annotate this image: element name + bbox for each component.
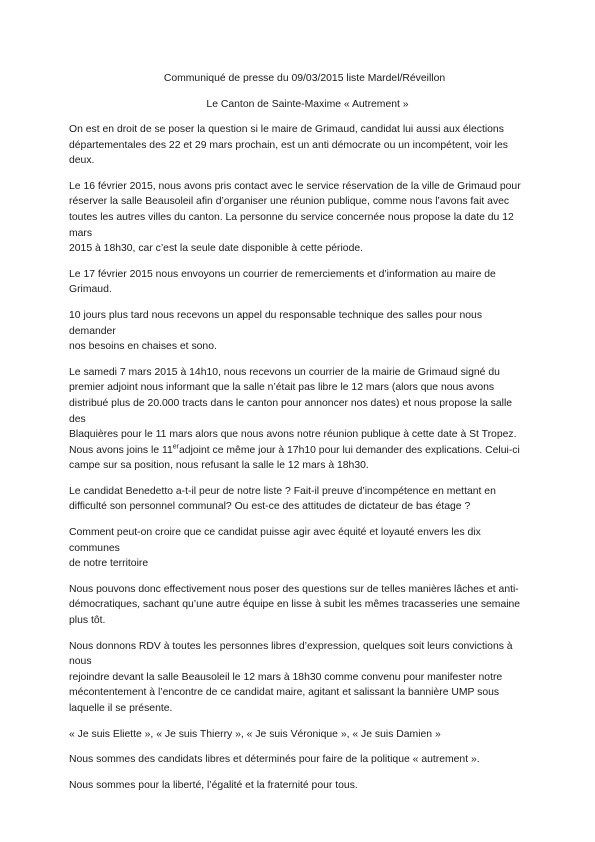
paragraph-devise: Nous sommes pour la liberté, l’égalité et la fraternité pour tous. — [69, 779, 358, 791]
paragraph-anti-democratiques: Nous pouvons donc effectivement nous poser des questions sur de telles manières lâches et anti- démocratiques, sachant qu’une autre équipe en lisse à subit les mêmes tracasseries une semaine plus tôt. — [69, 583, 521, 627]
ordinal-suffix: er — [172, 443, 180, 451]
paragraph-je-suis: « Je suis Eliette », « Je suis Thierry », « Je suis Véronique », « Je suis Damien » — [69, 728, 441, 740]
paragraph-equite: Comment peut-on croire que ce candidat puisse agir avec équité et loyauté envers les dix communes de notre territoire — [69, 527, 481, 570]
paragraph-rdv: Nous donnons RDV à toutes les personnes libres d’expression, quelques soit leurs convictions à nous rejoindre devant la salle Beausoleil le 12 mars à 18h30 comme convenu pour manifester notre mécontentement à l’encontre de ce candidat maire, agitant et salissant la bannière UMP sous laquelle il se présente. — [69, 640, 513, 714]
press-release-title: Communiqué de presse du 09/03/2015 liste Mardel/Réveillon — [163, 73, 446, 84]
paragraph-reservation: Le 16 février 2015, nous avons pris contact avec le service réservation de la ville de Grimaud pour réserver la salle Beausoleil afin d’organiser une réunion publique, comme nous l’avons fait avec toutes les autres villes du canton. La personne du service concernée nous propose la date du 12 mars 2015 à 18h30, car c’est la seule date disponible à cette période. — [69, 180, 521, 255]
paragraph-refus: Le samedi 7 mars 2015 à 14h10, nous recevons un courrier de la mairie de Grimaud signé du premier adjoint nous informant que la salle n’était pas libre le 12 mars (alors que nous avons distribué plus de 20.000 tracts dans le canton pour annoncer nos dates) et nous propose la salle des Blaquières pour le 11 mars alors que nous avons notre réunion publique à cette date à St Tropez. Nous avons joins le 11eradjoint ce même jour à 17h10 pour lui demander des explications. Celui-ci campe sur sa position, nous refusant la salle le 12 mars à 18h30. — [69, 366, 520, 472]
paragraph-questions: Le candidat Benedetto a-t-il peur de notre liste ? Fait-il preuve d’incompétence en mettant en difficulté son personnel communal? Ou est-ce des attitudes de dictateur de bas étage ? — [69, 485, 496, 513]
paragraph-intro: On est en droit de se poser la question si le maire de Grimaud, candidat lui aussi aux élections départementales des 22 et 29 mars prochain, est un anti démocrate ou un incompétent, voir les deux. — [69, 124, 508, 167]
press-release-subtitle: Le Canton de Sainte-Maxime « Autrement » — [206, 99, 409, 110]
paragraph-appel: 10 jours plus tard nous recevons un appel du responsable technique des salles pour nous demander nos besoins en chaises et sono. — [69, 309, 483, 353]
paragraph-courrier: Le 17 février 2015 nous envoyons un courrier de remerciements et d’information au maire de Grimaud. — [69, 268, 496, 296]
paragraph-candidats: Nous sommes des candidats libres et déterminés pour faire de la politique « autrement ». — [69, 754, 480, 766]
document-body — [69, 122, 529, 803]
